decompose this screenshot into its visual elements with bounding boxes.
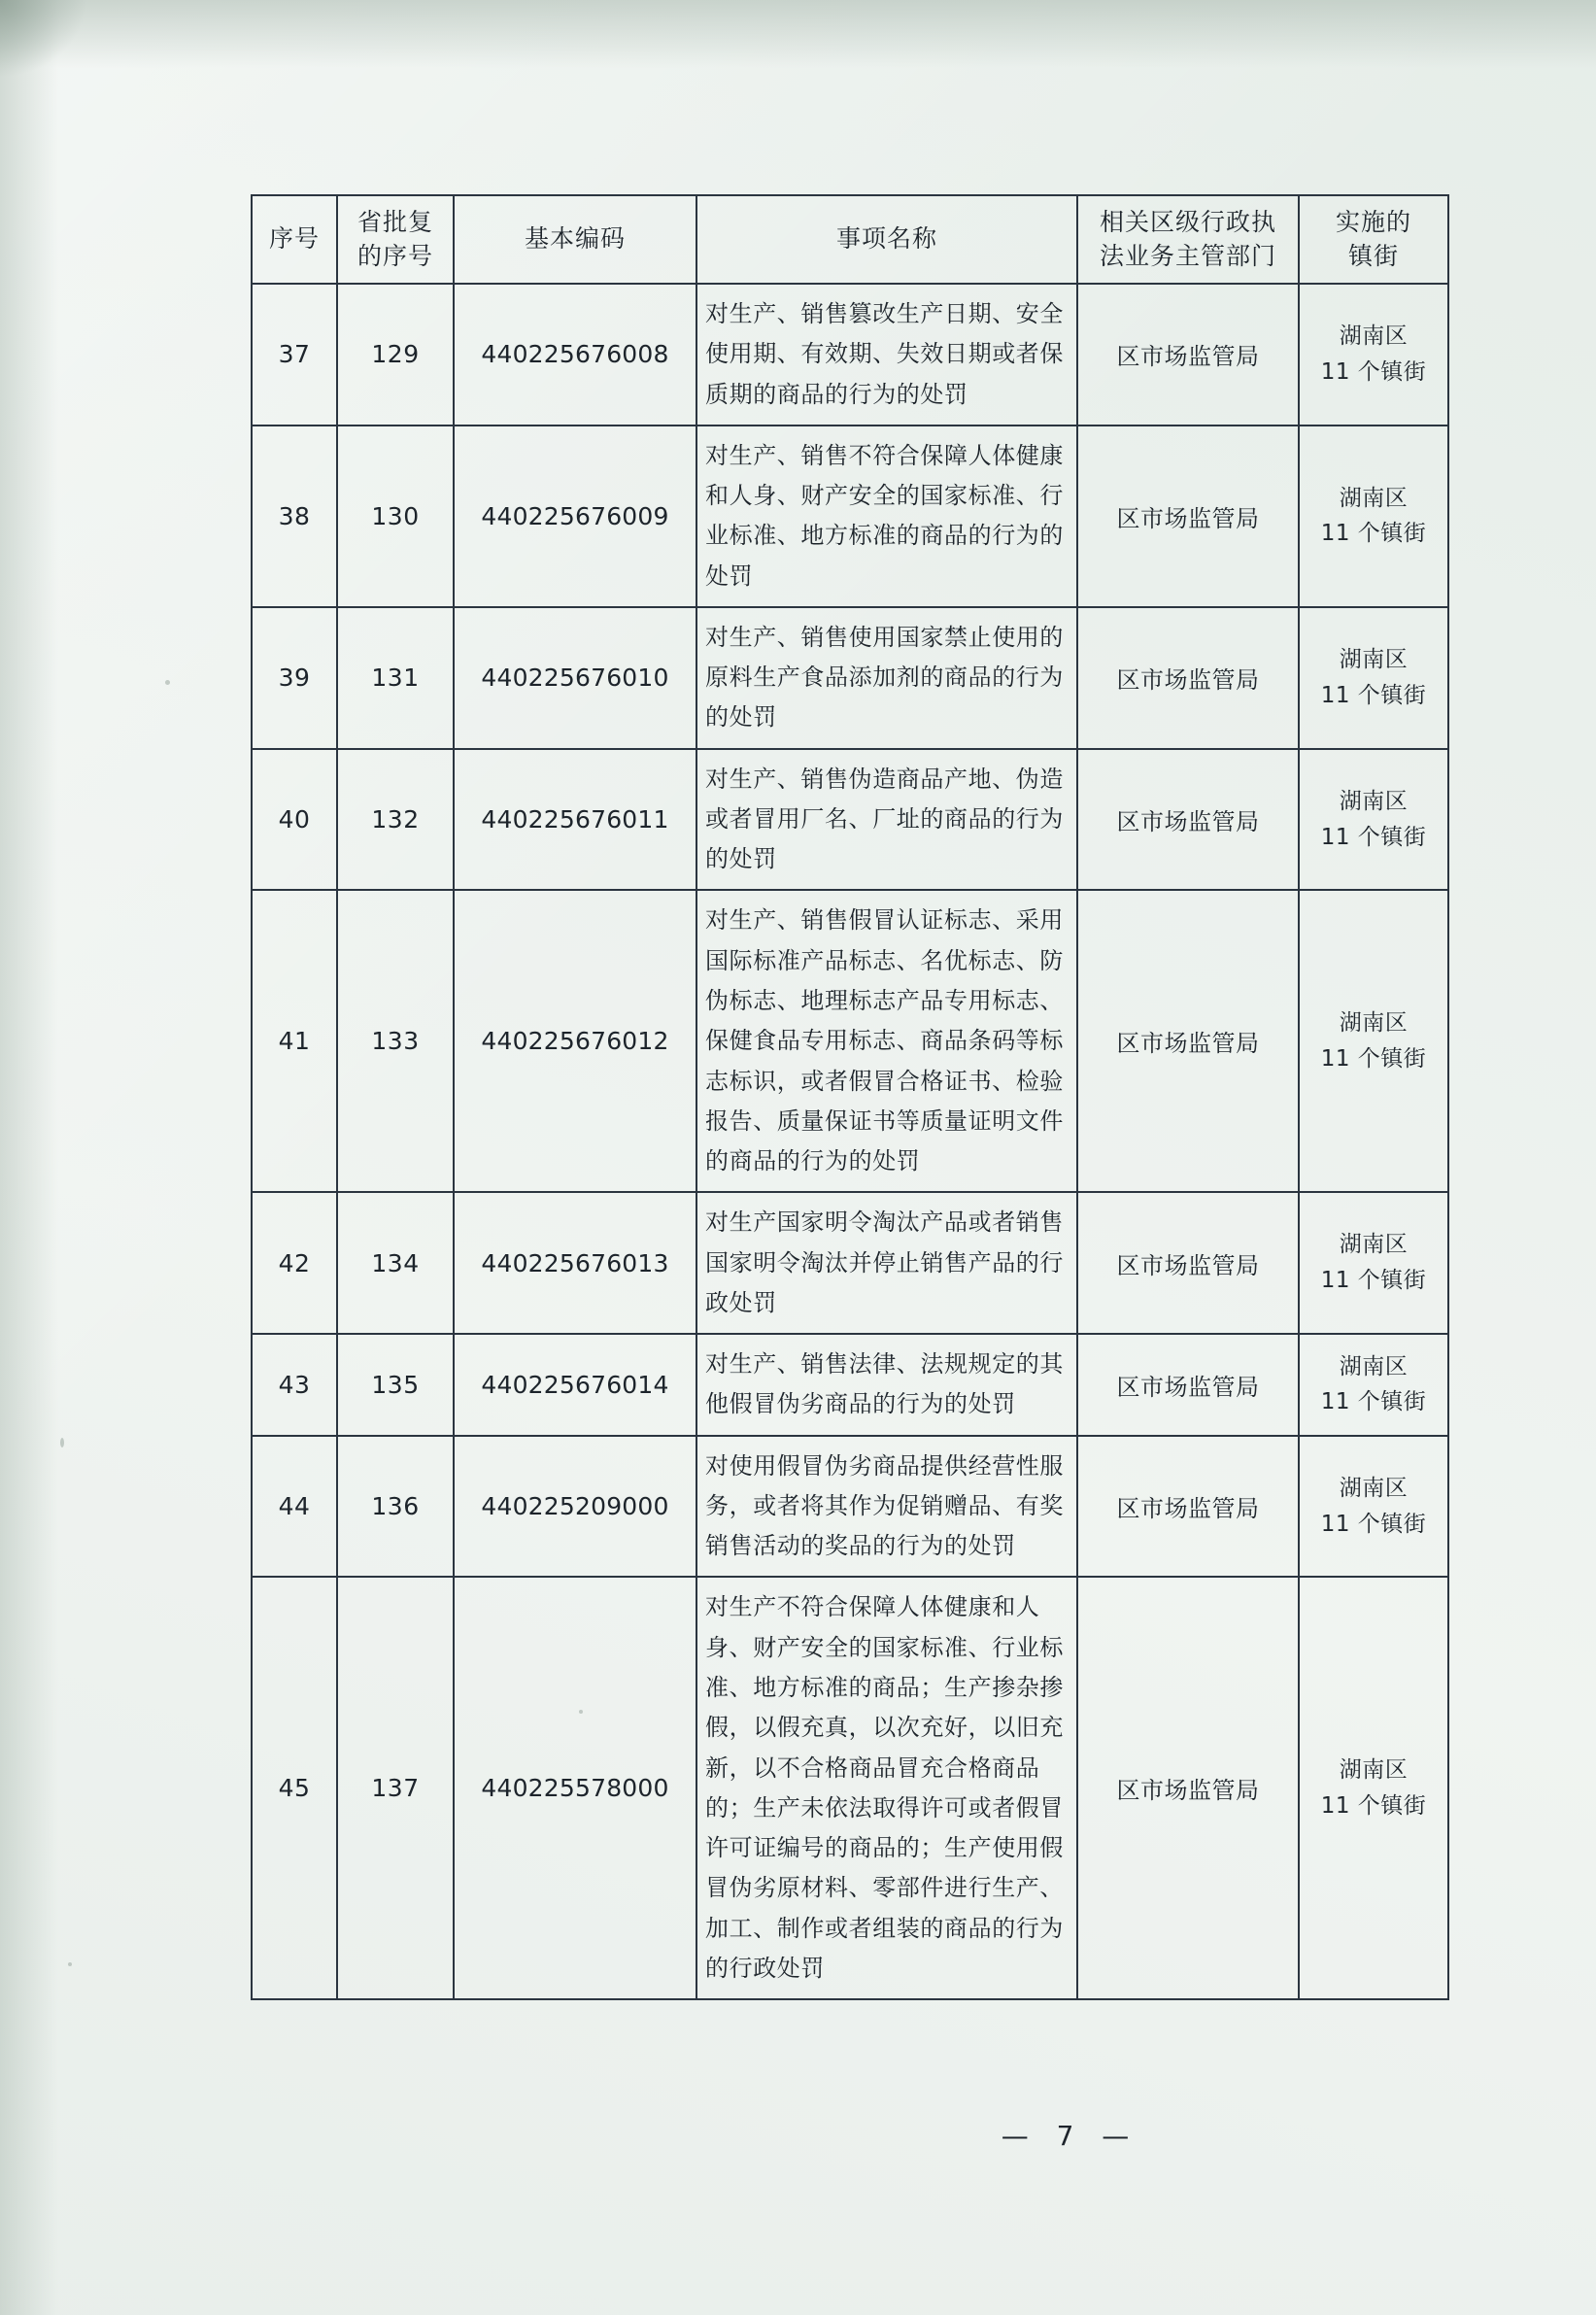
cell-sequence: 44 xyxy=(252,1436,337,1578)
scan-speck xyxy=(68,1962,72,1966)
cell-base-code: 440225676011 xyxy=(454,749,696,891)
cell-province-sequence: 132 xyxy=(337,749,454,891)
cell-towns-line2: 11 个镇街 xyxy=(1320,682,1427,708)
cell-towns xyxy=(1299,607,1448,749)
column-header-province-sequence xyxy=(337,195,454,284)
table-row xyxy=(252,1192,1448,1334)
table-header-row xyxy=(252,195,1448,284)
cell-towns-line1: 湖南区 xyxy=(1339,1353,1409,1379)
table-row xyxy=(252,284,1448,426)
cell-department: 区市场监管局 xyxy=(1077,1436,1299,1578)
cell-department: 区市场监管局 xyxy=(1077,1192,1299,1334)
scan-shadow-top xyxy=(0,0,1596,68)
cell-towns xyxy=(1299,749,1448,891)
administrative-items-table xyxy=(251,194,1449,2000)
cell-towns-line2: 11 个镇街 xyxy=(1320,1045,1427,1072)
cell-towns-line1: 湖南区 xyxy=(1339,1475,1409,1501)
cell-province-sequence: 131 xyxy=(337,607,454,749)
scan-corner-shadow xyxy=(0,0,87,78)
cell-towns-line2: 11 个镇街 xyxy=(1320,358,1427,385)
cell-towns-line2: 11 个镇街 xyxy=(1320,1792,1427,1819)
scan-speck xyxy=(165,680,170,685)
cell-item-name: 对使用假冒伪劣商品提供经营性服务，或者将其作为促销赠品、有奖销售活动的奖品的行为的处罚 xyxy=(696,1436,1077,1578)
cell-department: 区市场监管局 xyxy=(1077,1577,1299,1999)
table-body xyxy=(252,284,1448,1999)
cell-department: 区市场监管局 xyxy=(1077,284,1299,426)
cell-department: 区市场监管局 xyxy=(1077,749,1299,891)
page-number: — 7 — xyxy=(1001,2120,1139,2152)
table-row xyxy=(252,1334,1448,1436)
cell-towns-line2: 11 个镇街 xyxy=(1320,1268,1427,1294)
cell-towns-line2: 11 个镇街 xyxy=(1320,1511,1427,1537)
cell-base-code: 440225676010 xyxy=(454,607,696,749)
column-header-towns-line1: 实施的 xyxy=(1335,208,1411,236)
cell-towns-line1: 湖南区 xyxy=(1339,788,1409,814)
table-row xyxy=(252,1436,1448,1578)
cell-towns xyxy=(1299,426,1448,607)
cell-towns xyxy=(1299,890,1448,1192)
table-row xyxy=(252,426,1448,607)
column-header-province-sequence-line1: 省批复 xyxy=(357,208,433,236)
column-header-towns xyxy=(1299,195,1448,284)
cell-base-code: 440225676009 xyxy=(454,426,696,607)
cell-department: 区市场监管局 xyxy=(1077,426,1299,607)
cell-base-code: 440225578000 xyxy=(454,1577,696,1999)
cell-sequence: 45 xyxy=(252,1577,337,1999)
cell-province-sequence: 129 xyxy=(337,284,454,426)
cell-sequence: 37 xyxy=(252,284,337,426)
cell-towns-line2: 11 个镇街 xyxy=(1320,824,1427,850)
cell-towns-line1: 湖南区 xyxy=(1339,1010,1409,1037)
cell-towns-line1: 湖南区 xyxy=(1339,323,1409,350)
scan-shadow-left xyxy=(0,0,58,2315)
cell-base-code: 440225676014 xyxy=(454,1334,696,1436)
table-row xyxy=(252,607,1448,749)
cell-towns-line1: 湖南区 xyxy=(1339,646,1409,672)
cell-base-code: 440225209000 xyxy=(454,1436,696,1578)
cell-sequence: 39 xyxy=(252,607,337,749)
column-header-department-line1: 相关区级行政执 xyxy=(1099,208,1276,236)
cell-item-name: 对生产、销售假冒认证标志、采用国际标准产品标志、名优标志、防伪标志、地理标志产品专用标志、保健食品专用标志、商品条码等标志标识，或者假冒合格证书、检验报告、质量保证书等质量证明文件的商品的行为的处罚 xyxy=(696,890,1077,1192)
table-row xyxy=(252,890,1448,1192)
cell-base-code: 440225676012 xyxy=(454,890,696,1192)
cell-sequence: 42 xyxy=(252,1192,337,1334)
cell-item-name: 对生产国家明令淘汰产品或者销售国家明令淘汰并停止销售产品的行政处罚 xyxy=(696,1192,1077,1334)
table-row xyxy=(252,1577,1448,1999)
cell-towns xyxy=(1299,1334,1448,1436)
column-header-item-name: 事项名称 xyxy=(696,195,1077,284)
cell-province-sequence: 135 xyxy=(337,1334,454,1436)
cell-sequence: 40 xyxy=(252,749,337,891)
cell-sequence: 38 xyxy=(252,426,337,607)
cell-towns-line1: 湖南区 xyxy=(1339,485,1409,511)
cell-base-code: 440225676013 xyxy=(454,1192,696,1334)
cell-province-sequence: 133 xyxy=(337,890,454,1192)
cell-item-name: 对生产不符合保障人体健康和人身、财产安全的国家标准、行业标准、地方标准的商品；生产掺杂掺假，以假充真，以次充好，以旧充新，以不合格商品冒充合格商品的；生产未依法取得许可或者假冒许可证编号的商品的；生产使用假冒伪劣原材料、零部件进行生产、加工、制作或者组装的商品的行为的行政处罚 xyxy=(696,1577,1077,1999)
cell-item-name: 对生产、销售使用国家禁止使用的原料生产食品添加剂的商品的行为的处罚 xyxy=(696,607,1077,749)
cell-item-name: 对生产、销售不符合保障人体健康和人身、财产安全的国家标准、行业标准、地方标准的商品的行为的处罚 xyxy=(696,426,1077,607)
cell-department: 区市场监管局 xyxy=(1077,1334,1299,1436)
cell-towns xyxy=(1299,1192,1448,1334)
cell-province-sequence: 134 xyxy=(337,1192,454,1334)
column-header-province-sequence-line2: 的序号 xyxy=(357,241,433,270)
cell-base-code: 440225676008 xyxy=(454,284,696,426)
cell-province-sequence: 136 xyxy=(337,1436,454,1578)
cell-province-sequence: 137 xyxy=(337,1577,454,1999)
cell-towns-line1: 湖南区 xyxy=(1339,1232,1409,1258)
column-header-department-line2: 法业务主管部门 xyxy=(1099,241,1276,270)
page-footer xyxy=(0,2120,1596,2152)
document-body xyxy=(251,194,1447,2000)
cell-province-sequence: 130 xyxy=(337,426,454,607)
cell-towns-line2: 11 个镇街 xyxy=(1320,521,1427,547)
column-header-base-code: 基本编码 xyxy=(454,195,696,284)
cell-item-name: 对生产、销售篡改生产日期、安全使用期、有效期、失效日期或者保质期的商品的行为的处罚 xyxy=(696,284,1077,426)
cell-department: 区市场监管局 xyxy=(1077,607,1299,749)
cell-item-name: 对生产、销售法律、法规规定的其他假冒伪劣商品的行为的处罚 xyxy=(696,1334,1077,1436)
cell-towns xyxy=(1299,1436,1448,1578)
column-header-towns-line2: 镇街 xyxy=(1347,241,1399,270)
cell-item-name: 对生产、销售伪造商品产地、伪造或者冒用厂名、厂址的商品的行为的处罚 xyxy=(696,749,1077,891)
cell-towns-line1: 湖南区 xyxy=(1339,1756,1409,1783)
cell-towns-line2: 11 个镇街 xyxy=(1320,1389,1427,1415)
cell-department: 区市场监管局 xyxy=(1077,890,1299,1192)
column-header-department xyxy=(1077,195,1299,284)
cell-sequence: 43 xyxy=(252,1334,337,1436)
table-row xyxy=(252,749,1448,891)
cell-sequence: 41 xyxy=(252,890,337,1192)
column-header-sequence: 序号 xyxy=(252,195,337,284)
scan-speck xyxy=(60,1438,64,1447)
cell-towns xyxy=(1299,1577,1448,1999)
table-header xyxy=(252,195,1448,284)
cell-towns xyxy=(1299,284,1448,426)
